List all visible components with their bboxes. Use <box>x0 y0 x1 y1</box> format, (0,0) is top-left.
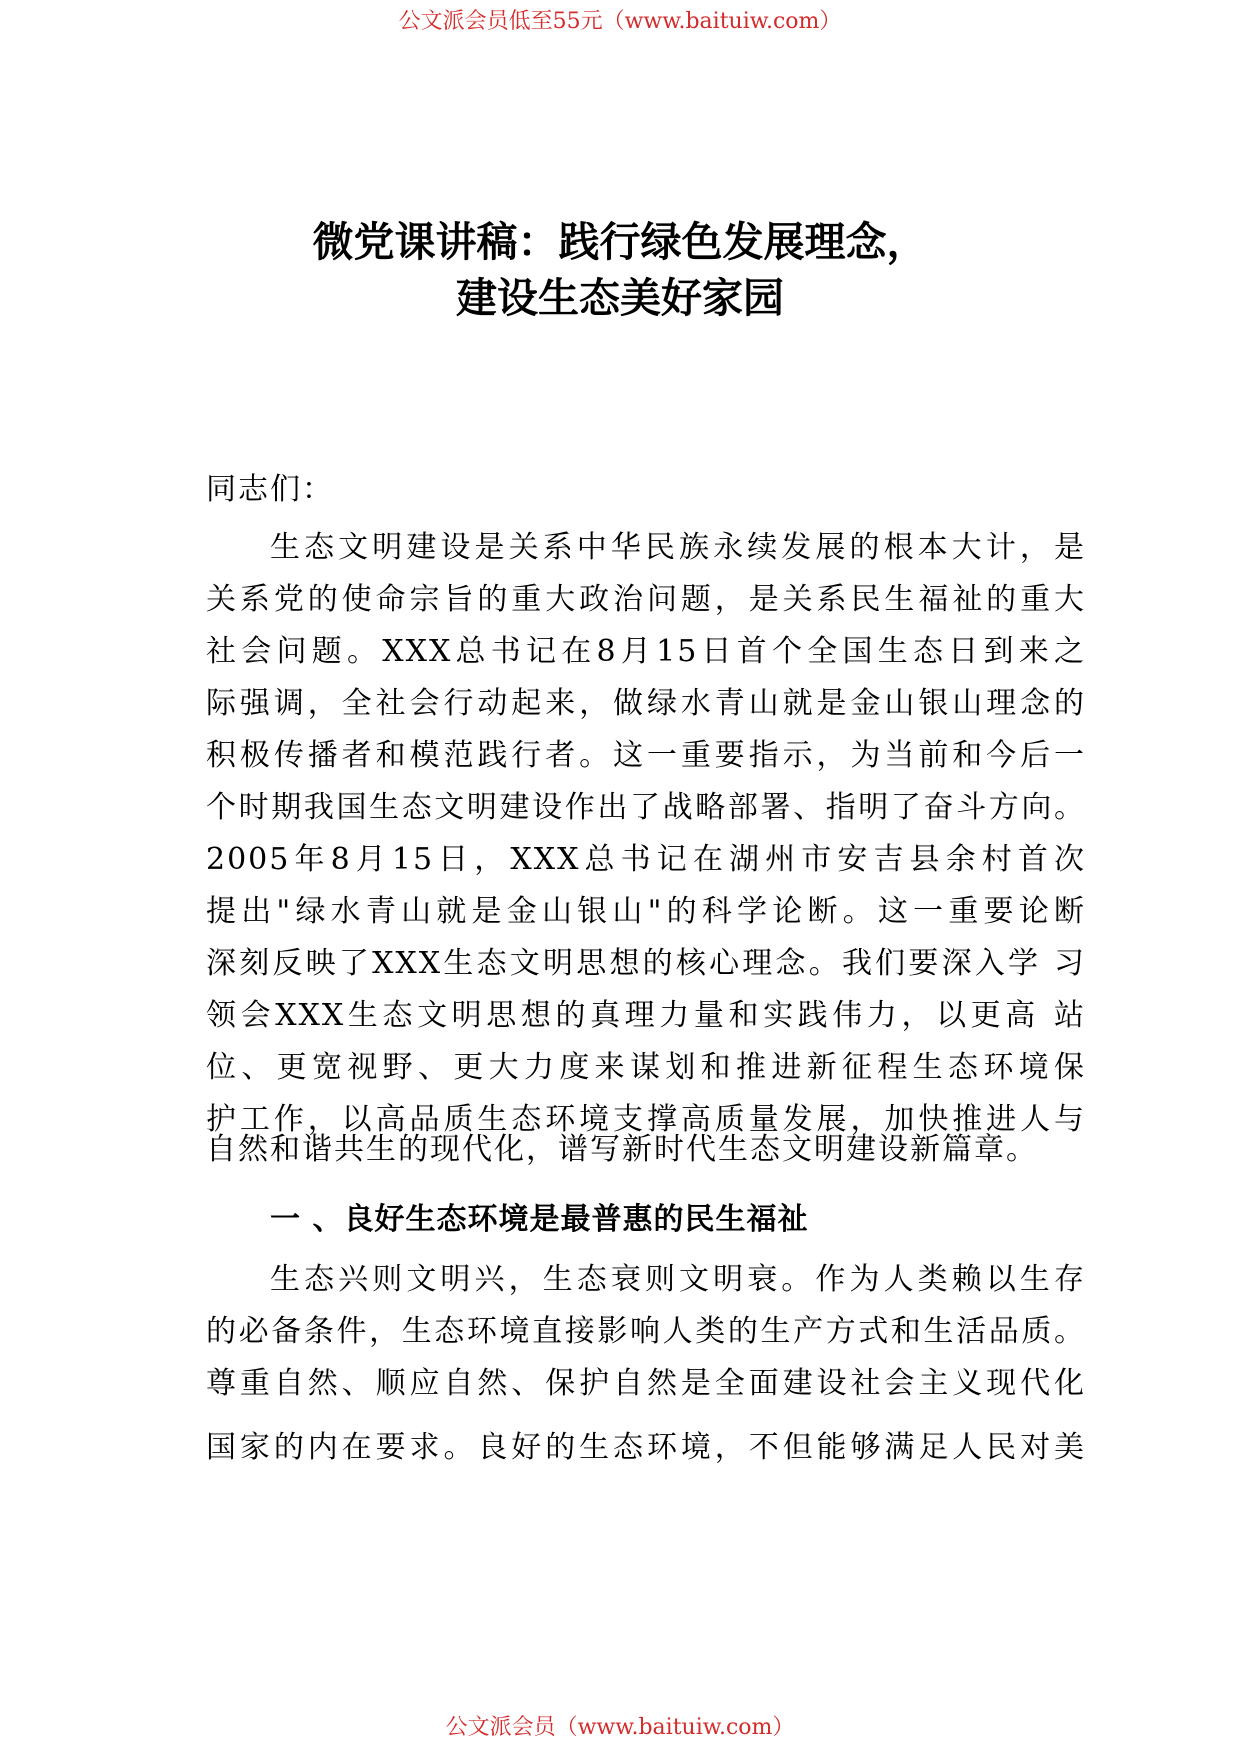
paragraph-line: 积极传播者和模范践行者。这一重要指示，为当前和今后一 <box>206 738 1086 773</box>
paragraph-line: 个时期我国生态文明建设作出了战略部署、指明了奋斗方向。 <box>206 790 1086 825</box>
document-title <box>0 214 1240 326</box>
paragraph-line: 位、更宽视野、更大力度来谋划和推进新征程生态环境保 <box>206 1050 1086 1085</box>
paragraph-line: 尊重自然、顺应自然、保护自然是全面建设社会主义现代化 <box>206 1366 1086 1401</box>
paragraph-line: 提出"绿水青山就是金山银山"的科学论断。这一重要论断 <box>206 894 1086 929</box>
paragraph-1-last-line <box>206 1124 1086 1176</box>
paragraph-line: 社会问题。XXX总书记在8月15日首个全国生态日到来之 <box>206 634 1086 669</box>
title-line-1: 微党课讲稿：践行绿色发展理念， <box>312 218 928 266</box>
footer-watermark: 公文派会员（www.baituiw.com） <box>445 1715 795 1740</box>
paragraph-1 <box>206 522 1086 1146</box>
paragraph-line: 2005年8月15日，XXX总书记在湖州市安吉县余村首次 <box>206 842 1086 877</box>
paragraph-2-last-line <box>206 1422 1086 1474</box>
title-line-2: 建设生态美好家园 <box>456 274 784 322</box>
section-1-heading: 一 、良好生态环境是最普惠的民生福祉 <box>270 1202 809 1237</box>
paragraph-line: 际强调，全社会行动起来，做绿水青山就是金山银山理念的 <box>206 686 1086 721</box>
paragraph-line: 的必备条件，生态环境直接影响人类的生产方式和生活品质。 <box>206 1314 1086 1349</box>
paragraph-line: 国家的内在要求。良好的生态环境，不但能够满足人民对美 <box>206 1430 1086 1465</box>
paragraph-line: 关系党的使命宗旨的重大政治问题，是关系民生福祉的重大 <box>206 582 1086 617</box>
paragraph-line: 护工作，以高品质生态环境支撑高质量发展，加快推进人与 <box>206 1102 1086 1137</box>
paragraph-line: 领会XXX生态文明思想的真理力量和实践伟力，以更高 站 <box>206 998 1086 1033</box>
paragraph-line: 深刻反映了XXX生态文明思想的核心理念。我们要深入学 习 <box>206 946 1086 981</box>
paragraph-2 <box>206 1254 1086 1410</box>
header-watermark: 公文派会员低至55元（www.baituiw.com） <box>398 9 842 34</box>
paragraph-line: 生态兴则文明兴，生态衰则文明衰。作为人类赖以生存 <box>270 1262 1086 1297</box>
salutation: 同志们： <box>206 472 334 507</box>
paragraph-line: 生态文明建设是关系中华民族永续发展的根本大计，是 <box>270 530 1086 565</box>
paragraph-line: 自然和谐共生的现代化，谱写新时代生态文明建设新篇章。 <box>206 1132 1038 1167</box>
